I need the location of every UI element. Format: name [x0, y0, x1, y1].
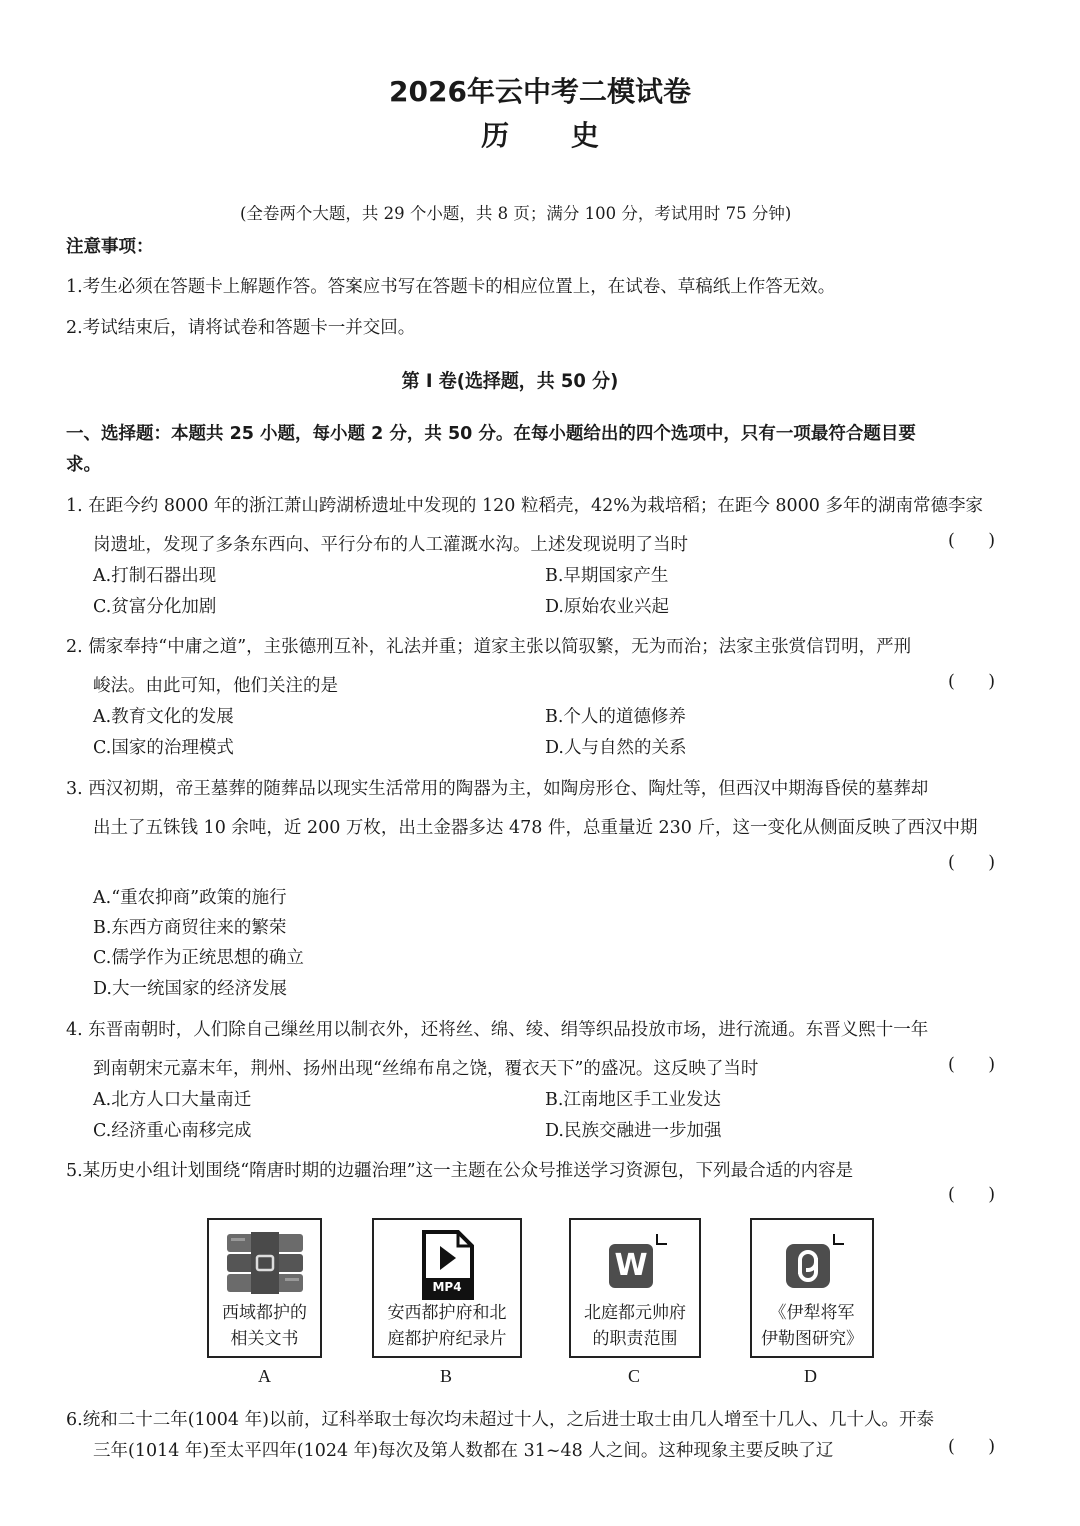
option-c: C.经济重心南移完成	[93, 1121, 252, 1141]
answer-bracket: ( )	[948, 531, 996, 551]
card-caption: 安西都护府和北 庭都护府纪录片	[387, 1303, 507, 1349]
question-6-line2: 三年(1014 年)至太平四年(1024 年)每次及第人数都在 31~48 人之间。这种现象主要反映了辽	[93, 1441, 834, 1461]
option-d: D.民族交融进一步加强	[545, 1121, 722, 1141]
question-6-line1: 6.统和二十二年(1004 年)以前，辽科举取士每次均未超过十人，之后进士取士由几人增至十几人、几十人。开泰	[66, 1410, 934, 1430]
question-1-line1: 1. 在距今约 8000 年的浙江萧山跨湖桥遗址中发现的 120 粒稻壳，42%为栽培稻；在距今 8000 多年的湖南常德李家	[66, 496, 984, 516]
question-2-line2: 峻法。由此可知，他们关注的是	[93, 676, 338, 696]
archive-icon	[221, 1230, 309, 1302]
question-4-line1: 4. 东晋南朝时，人们除自己缫丝用以制衣外，还将丝、绵、绫、绢等织品投放市场，进行流通。东晋义熙十一年	[66, 1020, 929, 1040]
resource-card-c	[569, 1218, 701, 1358]
resource-card-d	[750, 1218, 874, 1358]
card-caption: 《伊犁将军 伊勒图研究》	[761, 1303, 863, 1349]
option-d: D.大一统国家的经济发展	[93, 979, 287, 999]
option-b: B.个人的道德修养	[545, 707, 686, 727]
notice-heading: 注意事项：	[66, 237, 154, 257]
answer-bracket: ( )	[948, 1437, 996, 1457]
exam-info: (全卷两个大题，共 29 个小题，共 8 页；满分 100 分，考试用时 75 分钟)	[240, 204, 792, 223]
card-caption: 北庭都元帅府 的职责范围	[584, 1303, 686, 1349]
card-letter-c: C	[628, 1366, 641, 1386]
answer-bracket: ( )	[948, 853, 996, 873]
option-d: D.人与自然的关系	[545, 738, 687, 758]
question-3-line2: 出土了五铢钱 10 余吨，近 200 万枚，出土金器多达 478 件，总重量近 230 斤，这一变化从侧面反映了西汉中期	[93, 818, 978, 838]
word-label: W	[614, 1248, 648, 1283]
card-letter-d: D	[804, 1366, 817, 1386]
question-4-line2: 到南朝宋元嘉末年，荆州、扬州出现“丝绵布帛之饶，覆衣天下”的盛况。这反映了当时	[93, 1059, 759, 1079]
mp4-file-icon	[414, 1230, 480, 1304]
option-a: A.打制石器出现	[93, 566, 217, 586]
answer-bracket: ( )	[948, 1055, 996, 1075]
option-c: C.国家的治理模式	[93, 738, 234, 758]
resource-card-b	[372, 1218, 522, 1358]
exam-title: 2026年云中考二模试卷	[389, 75, 691, 108]
option-c: C.贫富分化加剧	[93, 597, 217, 617]
mp4-label: MP4	[432, 1280, 462, 1294]
option-b: B.早期国家产生	[545, 566, 669, 586]
option-c: C.儒学作为正统思想的确立	[93, 948, 304, 968]
part-title: 第 Ⅰ 卷(选择题，共 50 分)	[401, 370, 619, 392]
link-app-icon	[772, 1230, 852, 1304]
option-b: B.东西方商贸往来的繁荣	[93, 918, 287, 938]
section-heading-line1: 一、选择题：本题共 25 小题，每小题 2 分，共 50 分。在每小题给出的四个选项中，只有一项最符合题目要	[66, 424, 916, 444]
card-letter-b: B	[440, 1366, 453, 1386]
option-b: B.江南地区手工业发达	[545, 1090, 721, 1110]
card-letter-a: A	[258, 1366, 271, 1386]
word-doc-icon	[595, 1230, 675, 1304]
option-a: A.“重农抑商”政策的施行	[93, 888, 287, 908]
subject-title: 历 史	[481, 119, 625, 152]
option-a: A.教育文化的发展	[93, 707, 234, 727]
question-1-line2: 岗遗址，发现了多条东西向、平行分布的人工灌溉水沟。上述发现说明了当时	[93, 535, 688, 555]
notice-item-2: 2.考试结束后，请将试卷和答题卡一并交回。	[66, 318, 416, 338]
option-a: A.北方人口大量南迁	[93, 1090, 252, 1110]
question-5-line1: 5.某历史小组计划围绕“隋唐时期的边疆治理”这一主题在公众号推送学习资源包，下列最合适的内容是	[66, 1161, 854, 1181]
option-d: D.原始农业兴起	[545, 597, 669, 617]
card-caption: 西域都护的 相关文书	[222, 1303, 307, 1349]
resource-card-a	[207, 1218, 322, 1358]
answer-bracket: ( )	[948, 672, 996, 692]
notice-item-1: 1.考生必须在答题卡上解题作答。答案应书写在答题卡的相应位置上，在试卷、草稿纸上作答无效。	[66, 277, 836, 297]
answer-bracket: ( )	[948, 1185, 996, 1205]
question-3-line1: 3. 西汉初期，帝王墓葬的随葬品以现实生活常用的陶器为主，如陶房形仓、陶灶等，但西汉中期海昏侯的墓葬却	[66, 779, 929, 799]
section-heading-line2: 求。	[66, 455, 101, 475]
question-2-line1: 2. 儒家奉持“中庸之道”，主张德刑互补，礼法并重；道家主张以简驭繁，无为而治；法家主张赏信罚明，严刑	[66, 637, 912, 657]
